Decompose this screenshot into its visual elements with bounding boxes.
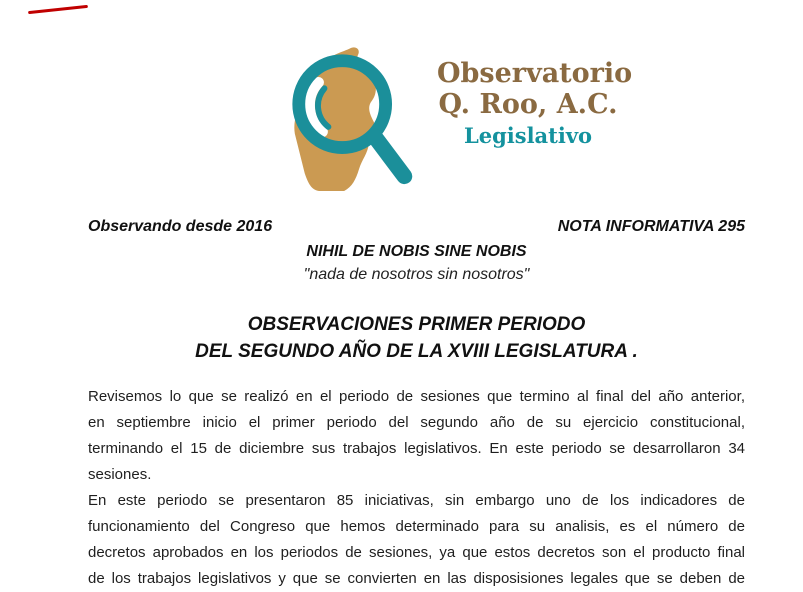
paragraph-2-line: de los trabajos legislativos y que se convierten en las disposisiones legales que se deben de xyxy=(88,570,745,587)
paragraph-1-line: sesiones. xyxy=(88,466,152,483)
paragraph-1-line: terminando el 15 de diciembre sus trabajos legislativos. En este periodo se desarrollaron 34 xyxy=(88,440,745,457)
red-pen-mark xyxy=(28,5,88,14)
nota-informativa-number: NOTA INFORMATIVA 295 xyxy=(557,218,745,235)
logo-org-name-line1: Observatorio xyxy=(437,58,633,89)
paragraph-2-line: En este periodo se presentaron 85 iniciativas, sin embargo uno de los indicadores de xyxy=(88,492,745,509)
motto-latin: NIHIL DE NOBIS SINE NOBIS xyxy=(306,243,527,260)
paragraph-1-line: Revisemos lo que se realizó en el periodo de sesiones que termino al final del año anterior, xyxy=(88,388,745,405)
meta-row xyxy=(88,218,745,236)
paragraph-2-line: funcionamiento del Congreso que hemos determinado para su analisis, es el número de xyxy=(88,518,745,535)
logo xyxy=(283,42,633,192)
document-title-line2: DEL SEGUNDO AÑO DE LA XVIII LEGISLATURA . xyxy=(195,341,638,362)
logo-org-name-line2: Q. Roo, A.C. xyxy=(438,89,618,121)
paragraph-1-line: en septiembre inicio el primer periodo del segundo año de su ejercicio constitucional, xyxy=(88,414,745,431)
paragraph-1 xyxy=(88,384,745,488)
paragraph-2-line: decretos aprobados en los periodos de sesiones, ya que estos decretos son el producto final xyxy=(88,544,745,561)
document-title xyxy=(88,311,745,365)
document-title-line1: OBSERVACIONES PRIMER PERIODO xyxy=(247,314,586,335)
paragraph-2 xyxy=(88,488,745,592)
map-magnifier-icon xyxy=(283,42,431,192)
logo-subtitle: Legislativo xyxy=(463,123,593,149)
motto-spanish: "nada de nosotros sin nosotros" xyxy=(303,266,530,283)
logo-text xyxy=(437,58,633,149)
observing-since-label: Observando desde 2016 xyxy=(88,218,273,235)
